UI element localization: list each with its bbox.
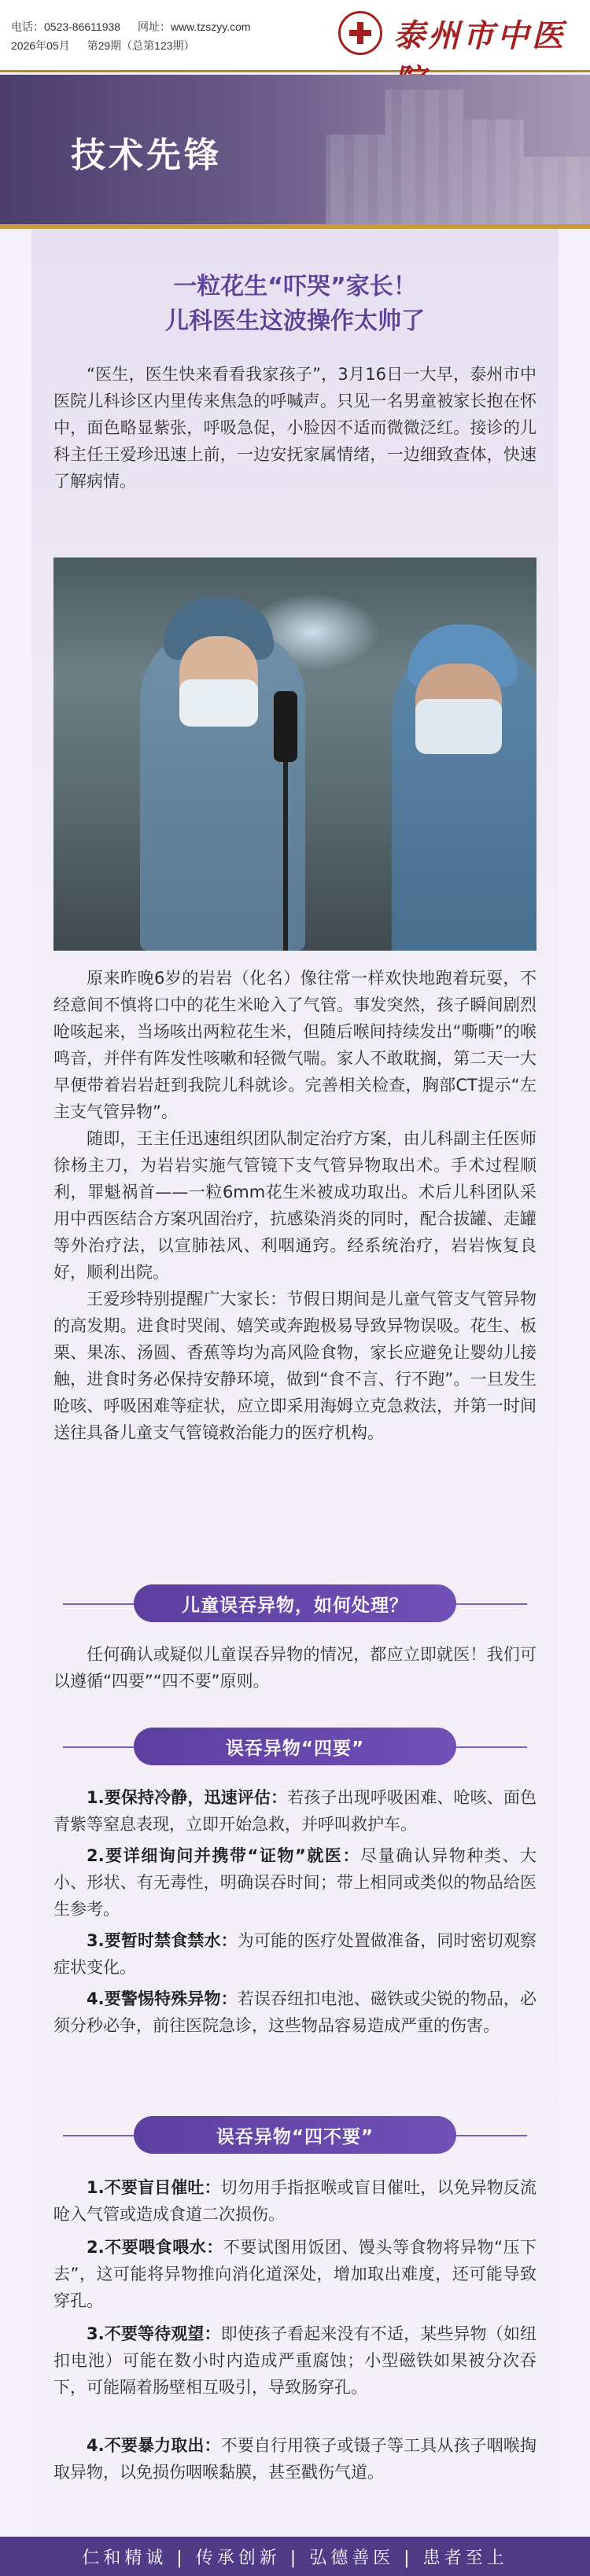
do-item-head: 4.要警惕特殊异物： xyxy=(87,1989,238,2008)
do-item-4 xyxy=(53,1985,537,2039)
issue-date: 2026年05月 xyxy=(11,39,70,52)
intro-paragraph: “医生，医生快来看看我家孩子”，3月16日一大早，泰州市中医院儿科诊区内里传来焦急的呼喊声。只见一名男童被家长抱在怀中，面色略显紫张，呼吸急促，小脸因不适而微微泛红。接诊的儿科主任王爱珍迅速上前，一边安抚家属情绪，一边细致查体，快速了解病情。 xyxy=(53,365,537,491)
article-card xyxy=(31,229,559,2537)
hospital-building-illustration xyxy=(260,75,590,224)
handling-paragraph: 任何确认或疑似儿童误吞异物的情况，都应立即就医！我们可以遵循“四要”“四不要”原则。 xyxy=(53,1645,537,1691)
dont-item-body: 不要自行用筷子或镊子等工具从孩子咽喉掏取异物，以免损伤咽喉黏膜，甚至戳伤气道。 xyxy=(53,2436,537,2482)
dont-item-head: 3.不要等待观望： xyxy=(87,2324,221,2343)
do-item-body: 尽量确认异物种类、大小、形状、有无毒性，明确误吞时间；带上相同或类似的物品给医生参考。 xyxy=(53,1846,537,1919)
do-item-head: 2.要详细询问并携带“证物”就医： xyxy=(87,1846,361,1865)
dont-item-body: 不要试图用饭团、馒头等食物将异物“压下去”，这可能将异物推向消化道深处，增加取出难度，还可能导致穿孔。 xyxy=(53,2238,537,2310)
do-item-body: 为可能的医疗处置做准备，同时密切观察症状变化。 xyxy=(53,1931,537,1977)
hospital-name: 泰州市中医 xyxy=(393,17,566,54)
masthead-meta xyxy=(11,17,265,55)
story-paragraph: 原来昨晚6岁的岩岩（化名）像往常一样欢快地跑着玩耍，不经意间不慎将口中的花生米呛入了气管。事发突然，孩子瞬间剧烈呛咳起来，当场咳出两粒花生米，但随后喉间持续发出“嘶嘶”的喉鸣音，并伴有阵发性咳嗽和轻微气喘。家人不敢耽搁，第二天一大早便带着岩岩赶到我院儿科就诊。完善相关检查，胸部CT提示“左主支气管异物”。 xyxy=(53,969,537,1121)
section-banner xyxy=(0,75,590,224)
do-item-2 xyxy=(53,1842,537,1923)
do-item-body: 若误吞纽扣电池、磁铁或尖锐的物品，必须分秒必争，前往医院急诊，这些物品容易造成严重的伤害。 xyxy=(53,1989,537,2035)
dont-item-1 xyxy=(53,2174,537,2228)
dont-item-body: 即使孩子看起来没有不适，某些异物（如纽扣电池）可能在数小时内造成严重腐蚀；小型磁铁如果被分次吞下，可能隔着肠壁相互吸引，导致肠穿孔。 xyxy=(53,2324,537,2397)
dont-item-head: 2.不要喂食喂水： xyxy=(87,2238,223,2257)
hospital-logo-icon xyxy=(338,11,382,55)
article-title-line2: 儿科医生这波操作太帅了 xyxy=(165,307,425,335)
dont-item-head: 1.不要盲目催吐： xyxy=(87,2178,221,2197)
issue-number: 第29期（总第123期） xyxy=(87,39,195,52)
treatment-paragraph: 随即，王主任迅速组织团队制定治疗方案，由儿科副主任医师徐杨主刀，为岩岩实施气管镜下支气管异物取出术。手术过程顺利，罪魁祸首——一粒6mm花生米被成功取出。术后儿科团队采用中西医结合方案巩固治疗，抗感染消炎的同时，配合拔罐、走罐等外治疗法，以宣肺祛风、利咽通窍。经系统治疗，岩岩恢复良好，顺利出院。 xyxy=(53,1129,537,1282)
do-item-body: 若孩子出现呼吸困难、呛咳、面色青紫等窒息表现，立即开始急救，并呼叫救护车。 xyxy=(53,1788,537,1834)
do-item-3 xyxy=(53,1927,537,1981)
article-title-line1: 一粒花生“吓哭”家长！ xyxy=(173,273,417,300)
footer-slogan: 仁和精诚 | 传承创新 | 弘德善医 | 患者至上 xyxy=(82,2548,508,2568)
phone-text: 电话：0523-86611938 xyxy=(11,20,121,33)
surgery-photo xyxy=(53,558,537,951)
section-pill-handling: 儿童误吞异物，如何处理？ xyxy=(134,1584,456,1622)
dont-item-4 xyxy=(53,2432,537,2486)
website-text: 网址：www.tzszyy.com xyxy=(137,20,251,33)
footer-bar xyxy=(0,2537,590,2576)
dont-item-head: 4.不要暴力取出： xyxy=(87,2436,221,2455)
dont-item-3 xyxy=(53,2320,537,2401)
section-pill-four-donts: 误吞异物“四不要” xyxy=(134,2116,456,2154)
do-item-1 xyxy=(53,1784,537,1838)
do-item-head: 1.要保持冷静，迅速评估： xyxy=(87,1788,288,1807)
banner-title: 技术先锋 xyxy=(71,135,222,175)
warning-paragraph: 王爱珍特别提醒广大家长：节假日期间是儿童气管支气管异物的高发期。进食时哭闹、嬉笑或奔跑极易导致异物误吸。花生、板栗、果冻、汤圆、香蕉等均为高风险食物，家长应避免让婴幼儿接触，进食时务必保持安静环境，做到“食不言、行不跑”。一旦发生呛咳、呼吸困难等症状，应立即采用海姆立克急救法，并第一时间送往具备儿童支气管镜救治能力的医疗机构。 xyxy=(53,1290,537,1442)
section-pill-four-dos: 误吞异物“四要” xyxy=(134,1728,456,1765)
dont-item-2 xyxy=(53,2234,537,2314)
dont-item-body: 切勿用手指抠喉或盲目催吐，以免异物反流呛入气管或造成食道二次损伤。 xyxy=(53,2178,537,2224)
masthead xyxy=(0,0,590,72)
do-item-head: 3.要暂时禁食禁水： xyxy=(87,1931,238,1950)
